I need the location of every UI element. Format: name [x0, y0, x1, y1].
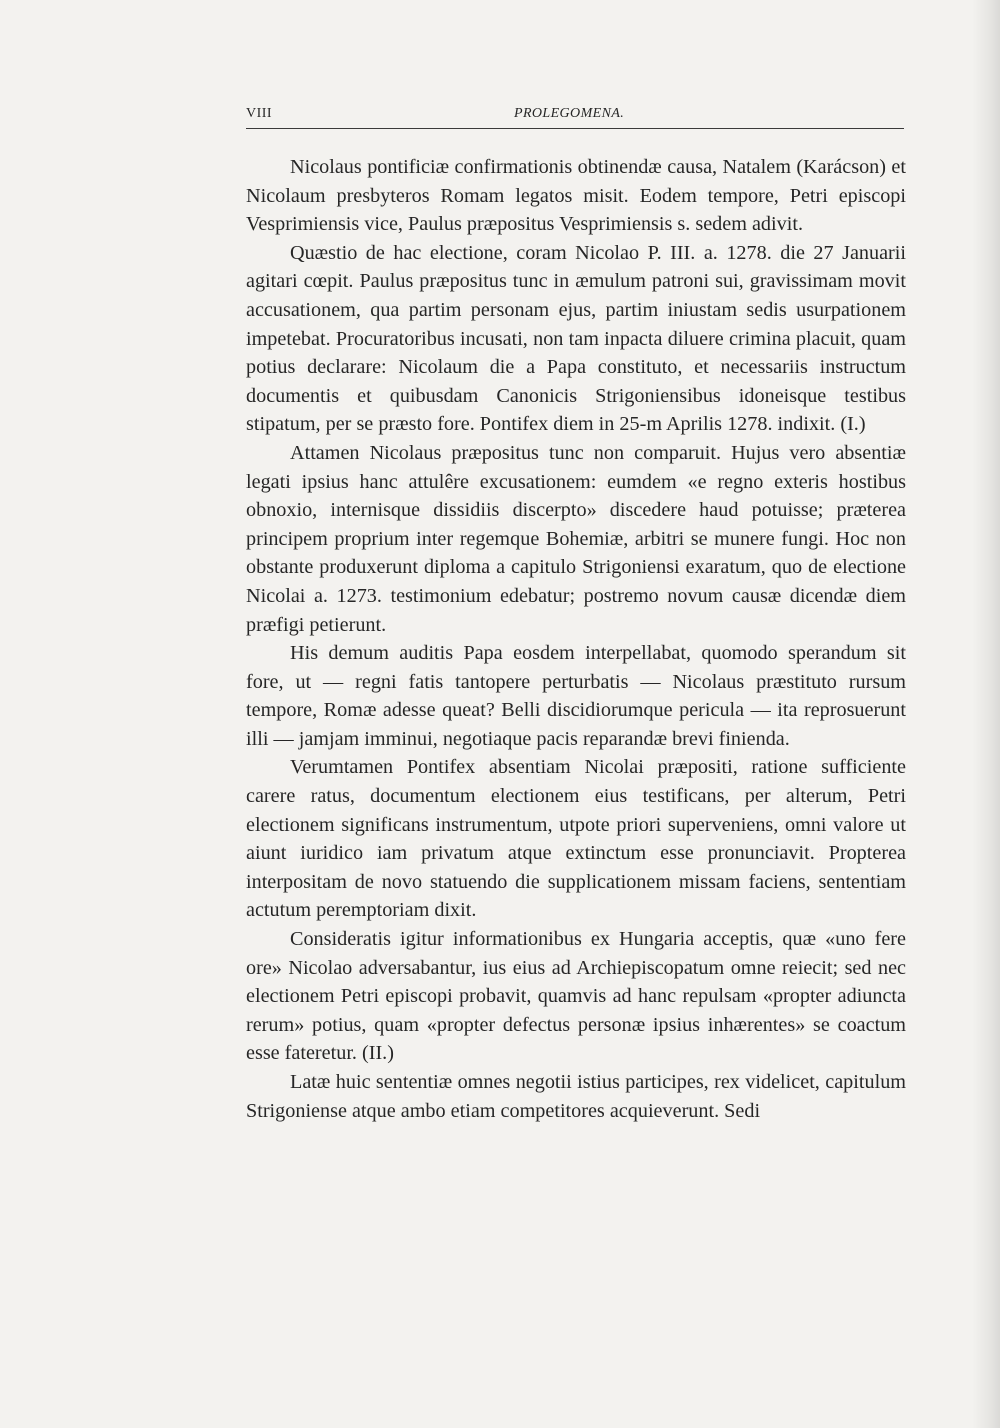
paragraph: Verumtamen Pontifex absentiam Nicolai præpositi, ratione sufficiente carere ratus, documentum electionem eius testificans, per alterum, Petri electionem significans instrumentum, utpote priori superveniens, omni valore ut aiunt iuridico iam privatum atque extinctum esse pronunciavit. Propterea interpositam de novo statuendo die supplicationem missam faciens, sententiam actutum peremptoriam dixit. — [246, 756, 906, 922]
paragraph: His demum auditis Papa eosdem interpellabat, quomodo sperandum sit fore, ut — regni fatis tantopere perturbatis — Nicolaus præstituto rursum tempore, Romæ adesse queat? Belli discidiorumque pericula — ita reprosuerunt illi — jamjam imminui, negotiaque pacis reparandæ brevi finienda. — [246, 642, 906, 750]
body-text — [246, 153, 906, 1125]
page-header — [246, 104, 904, 129]
paragraph: Quæstio de hac electione, coram Nicolao P. III. a. 1278. die 27 Januarii agitari cœpit. Paulus præpositus tunc in æmulum patroni sui, gravissimam movit accusationem, qua partim personam ejus, partim iniustam sedis usurpationem impetebat. Procuratoribus incusati, non tam inpacta diluere crimina placuit, quam potius declarare: Nicolaum die a Papa constituto, et necessariis instructum documentis et quibusdam Canonicis Strigoniensibus idoneisque testibus stipatum, per se præsto fore. Pontifex diem in 25-m Aprilis 1278. indixit. (I.) — [246, 241, 906, 436]
running-head: PROLEGOMENA. — [514, 106, 625, 121]
paragraph: Attamen Nicolaus præpositus tunc non comparuit. Hujus vero absentiæ legati ipsius hanc attulêre excusationem: eumdem «e regno exteris hostibus obnoxio, internisque dissidiis discerpto» discedere haud potuisse; præterea principem proprium inter regemque Bohemiæ, arbitri se munere fungi. Hoc non obstante produxerunt diploma a capitulo Strigoniensi exaratum, quo de electione Nicolai a. 1273. testimonium edebatur; postremo novum causæ dicendæ diem præfigi petierunt. — [246, 441, 906, 636]
page-edge-shadow — [972, 0, 1000, 1428]
paragraph: Nicolaus pontificiæ confirmationis obtinendæ causa, Natalem (Karácson) et Nicolaum presbyteros Romam legatos misit. Eodem tempore, Petri episcopi Vesprimiensis vice, Paulus præpositus Vesprimiensis s. sedem adivit. — [246, 156, 906, 236]
paragraph: Latæ huic sententiæ omnes negotii istius participes, rex videlicet, capitulum Strigoniense atque ambo etiam competitores acquieverunt. Sedi — [246, 1071, 906, 1122]
paragraph: Consideratis igitur informationibus ex Hungaria acceptis, quæ «uno fere ore» Nicolao adversabantur, ius eius ad Archiepiscopatum omne reiecit; sed nec electionem Petri episcopi probavit, quamvis ad hanc repulsam «propter adiuncta rerum» potius, quam «propter defectus personæ ipsius inhærentes» se coactum esse fateretur. (II.) — [246, 928, 906, 1065]
page-number: VIII — [246, 106, 273, 121]
